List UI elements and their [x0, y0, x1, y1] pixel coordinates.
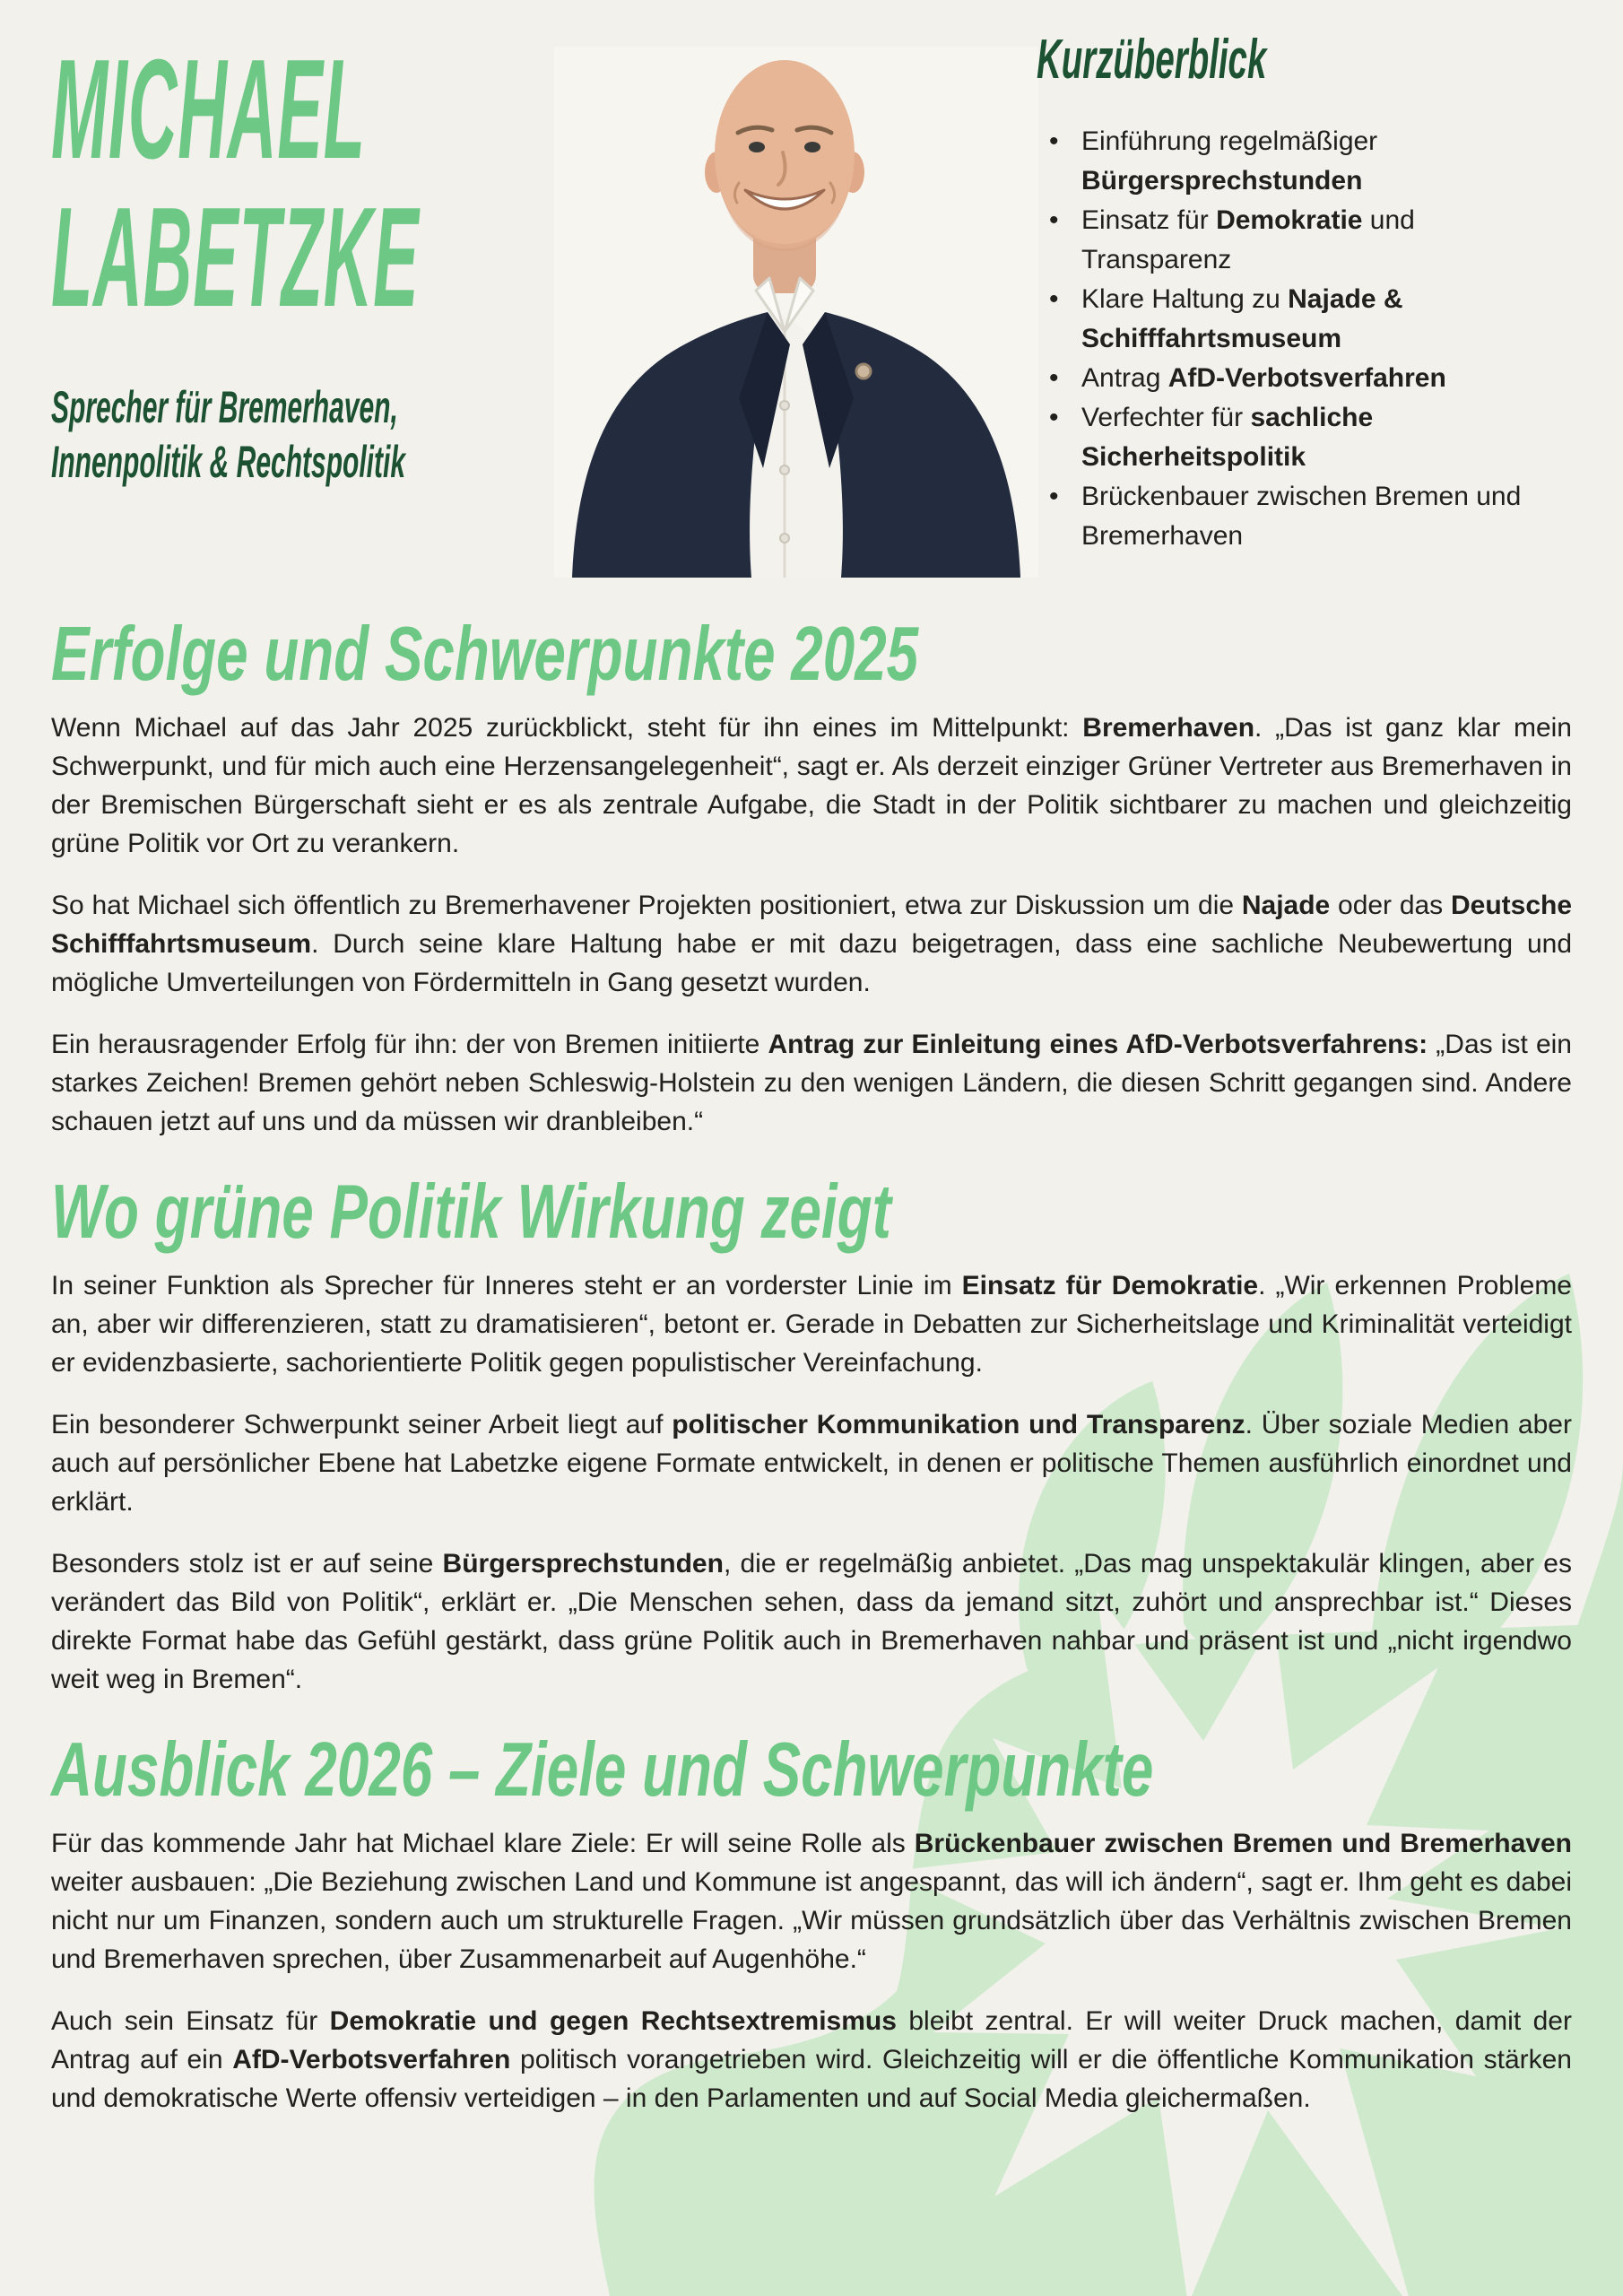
section-heading: Erfolge und Schwerpunkte 2025: [51, 612, 919, 697]
bold-text: Najade: [1241, 891, 1331, 920]
text: Einsatz für: [1081, 205, 1217, 235]
section-paragraphs: [51, 709, 1572, 1141]
overview-item: [1081, 477, 1530, 556]
text: Brückenbauer zwischen Bremen und Bremerhaven: [1081, 482, 1522, 551]
bold-text: Deutsche Schifffahrtsmuseum: [51, 891, 1573, 959]
text: Klare Haltung zu: [1081, 284, 1289, 314]
bold-text: AfD-Verbotsverfahren: [1167, 363, 1446, 393]
overview-list: [1037, 122, 1530, 556]
bold-text: Einsatz für Demokratie: [961, 1271, 1259, 1300]
paragraph: [51, 1824, 1572, 1979]
text: bleibt zentral. Er will weiter Druck machen, damit der Antrag auf ein: [51, 2006, 1572, 2074]
page-title: [51, 30, 818, 336]
section-heading: Ausblick 2026 – Ziele und Schwerpunkte: [51, 1727, 1154, 1813]
paragraph: [51, 2002, 1572, 2118]
text: und Transparenz: [1081, 205, 1415, 274]
section-paragraphs: [51, 1824, 1572, 2118]
text: So hat Michael sich öffentlich zu Bremerhavener Projekten positioniert, etwa zur Diskussion um die: [51, 891, 1242, 920]
name-line-1: MICHAEL: [51, 30, 366, 188]
text: Ein herausragender Erfolg für ihn: der von Bremen initiierte: [51, 1030, 768, 1059]
section: [51, 1727, 1572, 2118]
bold-text: Najade & Schifffahrtsmuseum: [1081, 284, 1403, 353]
text: Wenn Michael auf das Jahr 2025 zurückblickt, steht für ihn eines im Mittelpunkt:: [51, 713, 1083, 743]
bold-text: politischer Kommunikation und Transparenz: [672, 1410, 1245, 1439]
overview-item: [1081, 280, 1530, 359]
text: politisch vorangetrieben wird. Gleichzeitig will er die öffentliche Kommunikation stärken und demokratische Werte offensiv verteidigen – in den Parlamenten und auf Social Media gleichermaßen.: [51, 2045, 1572, 2113]
overview-item: [1081, 359, 1530, 398]
bold-text: AfD-Verbotsverfahren: [232, 2045, 511, 2074]
section-paragraphs: [51, 1266, 1572, 1699]
text: . „Wir erkennen Probleme an, aber wir differenzieren, statt zu dramatisieren“, betont er. Gerade in Debatten zur Sicherheitslage und Kriminalität verteidigt er evidenzbasierte, sachorientierte Politik gegen populistischer Vereinfachung.: [51, 1271, 1572, 1378]
name-line-2: LABETZKE: [51, 178, 420, 336]
role-line-2: Innenpolitik & Rechtspolitik: [51, 437, 406, 487]
text: Besonders stolz ist er auf seine: [51, 1549, 443, 1578]
bold-text: Demokratie und gegen Rechtsextremismus: [329, 2006, 897, 2036]
text: Verfechter für: [1081, 403, 1251, 432]
text: Antrag: [1081, 363, 1168, 393]
paragraph: [51, 1544, 1572, 1699]
text: Ein besonderer Schwerpunkt seiner Arbeit liegt auf: [51, 1410, 673, 1439]
text: „Das ist ein starkes Zeichen! Bremen gehört neben Schleswig-Holstein zu den wenigen Ländern, die diesen Schritt gegangen sind. Andere schauen jetzt auf uns und da müssen wir dranbleiben.“: [51, 1030, 1572, 1136]
article-body: [51, 612, 1573, 2118]
overview-heading: Kurzüberblick: [1037, 29, 1267, 91]
text: Einführung regelmäßiger: [1081, 126, 1378, 156]
section: [51, 612, 1573, 1141]
section-heading: Wo grüne Politik Wirkung zeigt: [51, 1170, 891, 1255]
paragraph: [51, 1405, 1572, 1521]
bold-text: Demokratie: [1216, 205, 1363, 235]
overview-panel: [1037, 30, 1575, 556]
bold-text: Bürgersprechstunden: [442, 1549, 724, 1578]
bold-text: Bremerhaven: [1082, 713, 1255, 743]
text: , die er regelmäßig anbietet. „Das mag unspektakulär klingen, aber es verändert das Bild von Politik“, erklärt er. „Die Menschen sehen, dass da jemand sitzt, zuhört und ansprechbar ist.“ Dieses direkte Format habe das Gefühl gestärkt, dass grüne Politik auch in Bremerhaven nahbar und präsent ist und „nicht irgendwo weit weg in Bremen“.: [51, 1549, 1572, 1694]
text: . Durch seine klare Haltung habe er mit dazu beigetragen, dass eine sachliche Neubewertung und mögliche Umverteilungen von Fördermitteln in Gang gesetzt wurden.: [51, 929, 1572, 997]
bold-text: Bürgersprechstunden: [1081, 166, 1363, 196]
text: . „Das ist ganz klar mein Schwerpunkt, und für mich auch eine Herzensangelegenheit“, sagt er. Als derzeit einziger Grüner Vertreter aus Bremerhaven in der Bremischen Bürgerschaft sieht er es als zentrale Aufgabe, die Stadt in der Politik sichtbarer zu machen und gleichzeitig grüne Politik vor Ort zu verankern.: [51, 713, 1572, 858]
bold-text: Antrag zur Einleitung eines AfD-Verbotsverfahrens:: [768, 1030, 1428, 1059]
text: . Über soziale Medien aber auch auf persönlicher Ebene hat Labetzke eigene Formate entwickelt, in denen er politische Themen ausführlich einordnet und erklärt.: [51, 1410, 1572, 1517]
bold-text: Brückenbauer zwischen Bremen und Bremerhaven: [914, 1829, 1572, 1858]
overview-item: [1081, 398, 1530, 477]
text: Auch sein Einsatz für: [51, 2006, 330, 2036]
role-subtitle: [51, 380, 641, 490]
section: [51, 1170, 1572, 1699]
overview-item: [1081, 201, 1530, 280]
text: oder das: [1330, 891, 1451, 920]
overview-item: [1081, 122, 1530, 201]
paragraph: [51, 1025, 1572, 1141]
text: weiter ausbauen: „Die Beziehung zwischen Land und Kommune ist angespannt, das will ich ändern“, sagt er. Ihm geht es dabei nicht nur um Finanzen, sondern auch um strukturelle Fragen. „Wir müssen grundsätzlich über das Verhältnis zwischen Bremen und Bremerhaven sprechen, über Zusammenarbeit auf Augenhöhe.“: [51, 1867, 1572, 1974]
paragraph: [51, 886, 1572, 1002]
paragraph: [51, 1266, 1572, 1382]
bold-text: sachliche Sicherheitspolitik: [1081, 403, 1374, 472]
paragraph: [51, 709, 1572, 863]
role-line-1: Sprecher für Bremerhaven,: [51, 382, 398, 432]
text: In seiner Funktion als Sprecher für Inneres steht er an vorderster Linie im: [51, 1271, 962, 1300]
text: Für das kommende Jahr hat Michael klare Ziele: Er will seine Rolle als: [51, 1829, 915, 1858]
